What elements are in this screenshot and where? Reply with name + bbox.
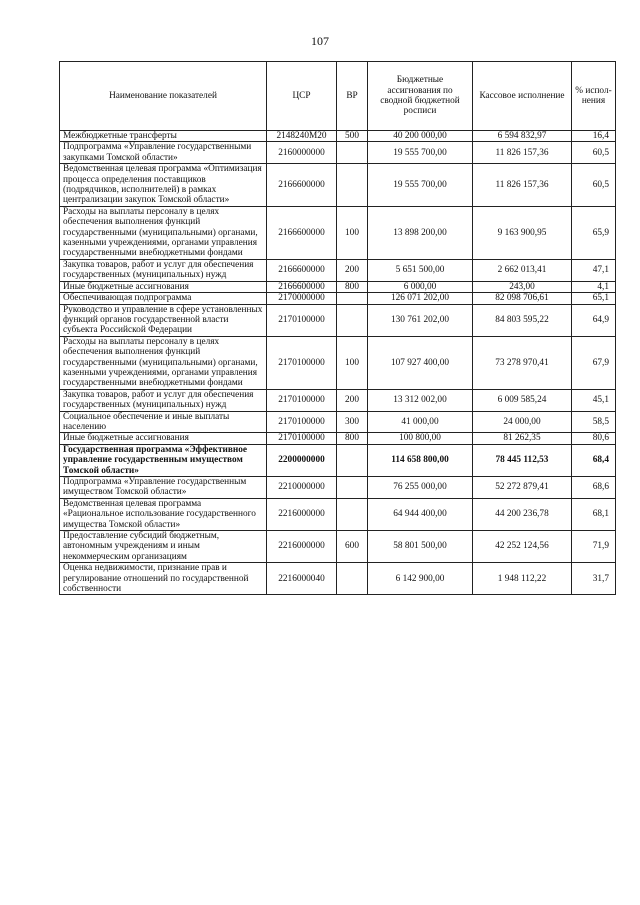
cell-name: Межбюджетные трансферты xyxy=(60,131,267,142)
cell-csr: 2210000000 xyxy=(267,477,337,499)
table-row xyxy=(60,531,616,563)
cell-csr: 2170100000 xyxy=(267,304,337,336)
table-row xyxy=(60,563,616,595)
cell-pct: 4,1 xyxy=(572,281,616,292)
table-row xyxy=(60,164,616,207)
cell-name: Руководство и управление в сфере установленных функций органов государственной власти субъекта Российской Федерации xyxy=(60,304,267,336)
cell-pct: 60,5 xyxy=(572,164,616,207)
cell-budget: 100 800,00 xyxy=(368,433,473,444)
cell-pct: 68,1 xyxy=(572,498,616,530)
table-row xyxy=(60,304,616,336)
cell-name: Ведомственная целевая программа «Оптимизация процесса определения поставщиков (подрядчиков, исполнителей) в рамках централизации закупок Томской области» xyxy=(60,164,267,207)
cell-vr: 300 xyxy=(337,411,368,433)
cell-budget: 64 944 400,00 xyxy=(368,498,473,530)
cell-csr: 2170000000 xyxy=(267,293,337,304)
cell-vr: 200 xyxy=(337,389,368,411)
cell-cash: 9 163 900,95 xyxy=(473,206,572,259)
cell-cash: 81 262,35 xyxy=(473,433,572,444)
cell-pct: 16,4 xyxy=(572,131,616,142)
cell-cash: 2 662 013,41 xyxy=(473,259,572,281)
cell-pct: 65,1 xyxy=(572,293,616,304)
header-budget: Бюджетные ассигнования по сводной бюджетной росписи xyxy=(368,62,473,131)
table-row xyxy=(60,142,616,164)
table-row xyxy=(60,477,616,499)
cell-csr: 2166600000 xyxy=(267,206,337,259)
cell-name: Ведомственная целевая программа «Рациональное использование государственного имущества Томской области» xyxy=(60,498,267,530)
cell-csr: 2170100000 xyxy=(267,411,337,433)
cell-vr xyxy=(337,444,368,476)
header-vr: ВР xyxy=(337,62,368,131)
cell-csr: 2148240М20 xyxy=(267,131,337,142)
cell-name: Закупка товаров, работ и услуг для обеспечения государственных (муниципальных) нужд xyxy=(60,259,267,281)
table-row xyxy=(60,411,616,433)
cell-name: Закупка товаров, работ и услуг для обеспечения государственных (муниципальных) нужд xyxy=(60,389,267,411)
cell-csr: 2160000000 xyxy=(267,142,337,164)
cell-csr: 2216000040 xyxy=(267,563,337,595)
cell-budget: 6 000,00 xyxy=(368,281,473,292)
budget-table xyxy=(59,61,616,595)
table-row xyxy=(60,444,616,476)
cell-vr xyxy=(337,477,368,499)
header-csr: ЦСР xyxy=(267,62,337,131)
cell-budget: 41 000,00 xyxy=(368,411,473,433)
cell-pct: 60,5 xyxy=(572,142,616,164)
table-row xyxy=(60,389,616,411)
cell-vr: 600 xyxy=(337,531,368,563)
cell-csr: 2170100000 xyxy=(267,336,337,389)
cell-pct: 65,9 xyxy=(572,206,616,259)
table-row xyxy=(60,433,616,444)
cell-pct: 71,9 xyxy=(572,531,616,563)
cell-vr: 100 xyxy=(337,336,368,389)
cell-pct: 58,5 xyxy=(572,411,616,433)
cell-vr: 500 xyxy=(337,131,368,142)
cell-budget: 114 658 800,00 xyxy=(368,444,473,476)
cell-budget: 130 761 202,00 xyxy=(368,304,473,336)
cell-pct: 45,1 xyxy=(572,389,616,411)
cell-cash: 6 594 832,97 xyxy=(473,131,572,142)
table-row xyxy=(60,206,616,259)
table-header-row xyxy=(60,62,616,131)
cell-cash: 73 278 970,41 xyxy=(473,336,572,389)
cell-csr: 2216000000 xyxy=(267,531,337,563)
cell-budget: 40 200 000,00 xyxy=(368,131,473,142)
page-number: 107 xyxy=(311,34,329,48)
cell-vr xyxy=(337,498,368,530)
cell-budget: 19 555 700,00 xyxy=(368,142,473,164)
cell-csr: 2200000000 xyxy=(267,444,337,476)
cell-cash: 6 009 585,24 xyxy=(473,389,572,411)
cell-pct: 31,7 xyxy=(572,563,616,595)
header-cash: Кассовое исполнение xyxy=(473,62,572,131)
cell-csr: 2170100000 xyxy=(267,389,337,411)
header-name: Наименование показателей xyxy=(60,62,267,131)
table-row xyxy=(60,259,616,281)
cell-vr xyxy=(337,304,368,336)
cell-cash: 82 098 706,61 xyxy=(473,293,572,304)
table-row xyxy=(60,498,616,530)
cell-vr xyxy=(337,563,368,595)
cell-cash: 24 000,00 xyxy=(473,411,572,433)
cell-budget: 19 555 700,00 xyxy=(368,164,473,207)
cell-cash: 11 826 157,36 xyxy=(473,142,572,164)
cell-budget: 126 071 202,00 xyxy=(368,293,473,304)
cell-name: Подпрограмма «Управление государственными закупками Томской области» xyxy=(60,142,267,164)
cell-cash: 243,00 xyxy=(473,281,572,292)
cell-csr: 2166600000 xyxy=(267,281,337,292)
cell-cash: 11 826 157,36 xyxy=(473,164,572,207)
cell-name: Социальное обеспечение и иные выплаты населению xyxy=(60,411,267,433)
cell-budget: 5 651 500,00 xyxy=(368,259,473,281)
cell-pct: 68,4 xyxy=(572,444,616,476)
cell-cash: 1 948 112,22 xyxy=(473,563,572,595)
cell-pct: 68,6 xyxy=(572,477,616,499)
cell-csr: 2166600000 xyxy=(267,259,337,281)
cell-vr xyxy=(337,142,368,164)
cell-name: Иные бюджетные ассигнования xyxy=(60,433,267,444)
cell-budget: 76 255 000,00 xyxy=(368,477,473,499)
cell-vr: 800 xyxy=(337,281,368,292)
cell-cash: 84 803 595,22 xyxy=(473,304,572,336)
cell-pct: 80,6 xyxy=(572,433,616,444)
cell-budget: 6 142 900,00 xyxy=(368,563,473,595)
cell-csr: 2216000000 xyxy=(267,498,337,530)
cell-name: Государственная программа «Эффективное управление государственным имуществом Томской области» xyxy=(60,444,267,476)
cell-vr: 200 xyxy=(337,259,368,281)
cell-vr xyxy=(337,293,368,304)
cell-vr: 100 xyxy=(337,206,368,259)
cell-cash: 44 200 236,78 xyxy=(473,498,572,530)
cell-pct: 47,1 xyxy=(572,259,616,281)
cell-name: Оценка недвижимости, признание прав и регулирование отношений по государственной собственности xyxy=(60,563,267,595)
cell-name: Расходы на выплаты персоналу в целях обеспечения выполнения функций государственными (муниципальными) органами, казенными учреждениями, органами управления государственными внебюджетными фондами xyxy=(60,206,267,259)
cell-vr xyxy=(337,164,368,207)
cell-name: Расходы на выплаты персоналу в целях обеспечения выполнения функций государственными (муниципальными) органами, казенными учреждениями, органами управления государственными внебюджетными фондами xyxy=(60,336,267,389)
header-pct: % испол-нения xyxy=(572,62,616,131)
cell-csr: 2170100000 xyxy=(267,433,337,444)
cell-csr: 2166600000 xyxy=(267,164,337,207)
cell-budget: 58 801 500,00 xyxy=(368,531,473,563)
cell-pct: 67,9 xyxy=(572,336,616,389)
cell-pct: 64,9 xyxy=(572,304,616,336)
cell-name: Подпрограмма «Управление государственным имуществом Томской области» xyxy=(60,477,267,499)
cell-budget: 13 312 002,00 xyxy=(368,389,473,411)
cell-name: Иные бюджетные ассигнования xyxy=(60,281,267,292)
table-row xyxy=(60,281,616,292)
cell-vr: 800 xyxy=(337,433,368,444)
cell-budget: 13 898 200,00 xyxy=(368,206,473,259)
cell-cash: 78 445 112,53 xyxy=(473,444,572,476)
table-row xyxy=(60,293,616,304)
cell-budget: 107 927 400,00 xyxy=(368,336,473,389)
cell-cash: 42 252 124,56 xyxy=(473,531,572,563)
cell-name: Обеспечивающая подпрограмма xyxy=(60,293,267,304)
table-row xyxy=(60,131,616,142)
cell-cash: 52 272 879,41 xyxy=(473,477,572,499)
table-row xyxy=(60,336,616,389)
cell-name: Предоставление субсидий бюджетным, автономным учреждениям и иным некоммерческим организациям xyxy=(60,531,267,563)
